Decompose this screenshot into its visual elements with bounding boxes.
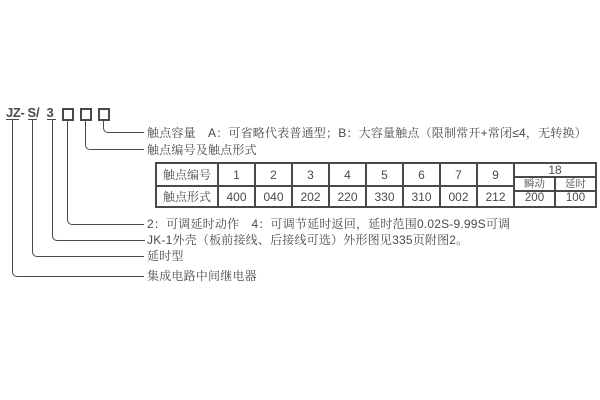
contact-number-cell: 2 <box>255 163 292 186</box>
instant-subheader: 瞬动 <box>515 177 555 191</box>
contact-form-cell: 202 <box>292 186 329 207</box>
contact-form-cell: 040 <box>255 186 292 207</box>
contact-form-cell: 400 <box>218 186 255 207</box>
delay-subheader: 延时 <box>555 177 595 191</box>
model-segment-jz: JZ <box>6 105 21 120</box>
contact-number-cell: 3 <box>292 163 329 186</box>
delay-form-value: 100 <box>555 191 595 206</box>
contact-number-18-cell <box>514 163 596 207</box>
callout-delay-type: 延时型 <box>147 249 184 263</box>
contact-number-cell: 7 <box>440 163 477 186</box>
leader-line-contact-capacity <box>103 121 144 133</box>
model-separator-dash: - <box>20 105 25 120</box>
table-header-contact-form: 触点形式 <box>156 186 218 207</box>
contact-form-cell: 220 <box>329 186 366 207</box>
contact-form-cell: 310 <box>403 186 440 207</box>
callout-contact-numbering: 触点编号及触点形式 <box>147 143 257 157</box>
callout-delay-action: 2：可调延时动作 4：可调节延时返回，延时范围0.02S-9.99S可调 <box>147 217 511 231</box>
model-segment-3: 3 <box>46 105 54 120</box>
table-header-contact-number: 触点编号 <box>156 163 218 186</box>
contact-form-cell: 330 <box>366 186 403 207</box>
contact-table <box>155 162 597 208</box>
model-segment-s: S <box>27 105 36 120</box>
contact-number-cell: 6 <box>403 163 440 186</box>
callout-enclosure: JK-1外壳（板前接线、后接线可选）外形图见335页附图2。 <box>147 233 469 247</box>
contact-form-cell: 212 <box>477 186 514 207</box>
contact-form-cell: 002 <box>440 186 477 207</box>
instant-form-value: 200 <box>524 192 545 205</box>
contact-number-cell: 4 <box>329 163 366 186</box>
contact-number-cell: 1 <box>218 163 255 186</box>
callout-relay-family: 集成电路中间继电器 <box>147 269 257 283</box>
contact-number-18-header: 18 <box>515 164 595 177</box>
contact-table-wrapper <box>155 162 597 208</box>
contact-number-cell: 5 <box>366 163 403 186</box>
contact-18-subtable <box>515 164 595 206</box>
model-separator-slash: / <box>36 105 40 120</box>
callout-contact-capacity: 触点容量 A：可省略代表普通型；B：大容量触点（限制常开+常闭≤4，无转换） <box>147 126 587 140</box>
contact-number-cell: 9 <box>477 163 514 186</box>
